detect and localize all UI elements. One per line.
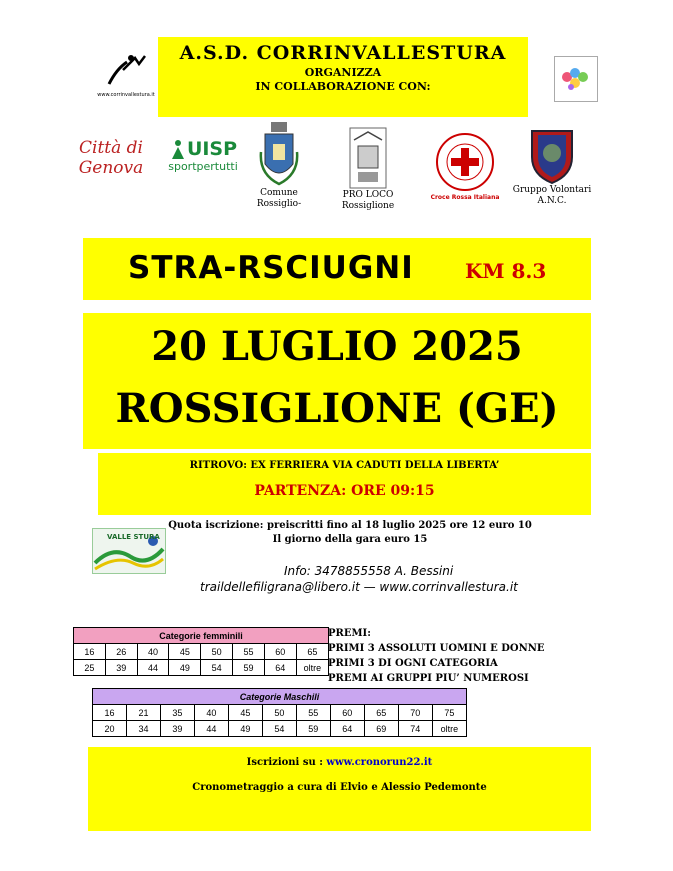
table-cell: 55 (233, 644, 265, 660)
table-cell: 49 (228, 721, 262, 737)
table-cell: 59 (296, 721, 330, 737)
proloco-caption: PRO LOCO Rossiglione (341, 190, 395, 211)
table-cell: 50 (201, 644, 233, 660)
croce-rossa-logo (424, 130, 506, 210)
organizza-label: ORGANIZZA (304, 66, 382, 79)
uisp-text: UISP (186, 138, 238, 160)
partenza-text: PARTENZA: ORE 09:15 (254, 483, 435, 499)
croce-caption: Croce Rossa Italiana (430, 194, 500, 201)
comune-logo (248, 122, 310, 218)
event-date: 20 LUGLIO 2025 (151, 323, 523, 370)
footer-box (88, 747, 591, 831)
table-cell: 39 (105, 660, 137, 676)
table-cell: 40 (194, 705, 228, 721)
table-cell: 45 (228, 705, 262, 721)
table-row (74, 660, 329, 676)
event-place: ROSSIGLIONE (GE) (115, 385, 559, 432)
table-cell: 21 (126, 705, 160, 721)
gruppo-caption: Gruppo Volontari A.N.C. (512, 185, 592, 206)
quota-line2: Il giorno della gara euro 15 (272, 534, 428, 545)
table-cell: 60 (264, 644, 296, 660)
proloco-logo (337, 126, 399, 218)
table-cell: 16 (74, 644, 106, 660)
corrinvallestura-logo (96, 52, 156, 107)
table-cell: 25 (74, 660, 106, 676)
iscrizioni-label: Iscrizioni su : (246, 757, 323, 768)
table-cell: 35 (160, 705, 194, 721)
table-cell: 54 (262, 721, 296, 737)
categorie-femminili-table (73, 627, 329, 676)
categorie-femminili-title: Categorie femminili (74, 628, 329, 644)
table-cell: 45 (169, 644, 201, 660)
quota-text (140, 519, 560, 547)
table-cell: 65 (364, 705, 398, 721)
table-cell: 59 (233, 660, 265, 676)
genova-logo (72, 130, 150, 190)
table-cell: oltre (296, 660, 328, 676)
table-cell: 39 (160, 721, 194, 737)
valle-stura-text: VALLE STURA (107, 533, 160, 541)
quota-line1: Quota iscrizione: preiscritti fino al 18 luglio 2025 ore 12 euro 10 (168, 520, 532, 531)
race-name: STRA-RSCIUGNI (128, 250, 414, 286)
premi-box (328, 626, 592, 686)
race-name-box (83, 238, 591, 300)
info-text (200, 563, 570, 595)
uisp-subtitle: sportpertutti (168, 160, 238, 173)
colorful-hands-icon (555, 57, 597, 101)
uisp-logo (164, 138, 242, 186)
table-cell: 64 (330, 721, 364, 737)
table-cell: 64 (264, 660, 296, 676)
iscrizioni-line (88, 757, 591, 768)
categorie-maschili-table (92, 688, 467, 737)
red-cross-icon (433, 130, 497, 194)
table-cell: 69 (364, 721, 398, 737)
header-box (158, 37, 528, 117)
premi-item: PREMI AI GRUPPI PIU’ NUMEROSI (328, 673, 529, 684)
genova-text: Città di Genova (78, 138, 144, 178)
table-cell: 16 (93, 705, 127, 721)
table-cell: 50 (262, 705, 296, 721)
table-cell: 34 (126, 721, 160, 737)
collaborazione-label: IN COLLABORAZIONE CON: (255, 80, 431, 93)
table-cell: 49 (169, 660, 201, 676)
table-row (74, 644, 329, 660)
proloco-icon (348, 126, 388, 190)
organizer-title: A.S.D. CORRINVALLESTURA (179, 42, 507, 64)
date-place-box (83, 313, 591, 449)
corrinvallestura-site: www.corrinvallestura.it (97, 92, 155, 98)
premi-item: PRIMI 3 DI OGNI CATEGORIA (328, 658, 498, 669)
iscrizioni-link[interactable]: www.cronorun22.it (326, 757, 433, 768)
table-cell: 55 (296, 705, 330, 721)
cronometraggio-text: Cronometraggio a cura di Elvio e Alessio Pedemonte (192, 782, 487, 793)
gruppo-volontari-logo (512, 127, 592, 223)
runner-icon (101, 52, 151, 92)
premi-item: PRIMI 3 ASSOLUTI UOMINI E DONNE (328, 643, 545, 654)
table-cell: 65 (296, 644, 328, 660)
table-cell: 70 (398, 705, 432, 721)
premi-title: PREMI: (328, 628, 371, 639)
comune-caption: Comune Rossiglio- (256, 188, 302, 209)
info-phone: Info: 3478855558 A. Bessini (284, 564, 454, 578)
table-row (93, 721, 467, 737)
table-cell: 60 (330, 705, 364, 721)
race-distance: KM 8.3 (465, 259, 547, 283)
categorie-maschili-title: Categorie Maschili (93, 689, 467, 705)
table-cell: 54 (201, 660, 233, 676)
table-cell: 74 (398, 721, 432, 737)
ritrovo-box (98, 453, 591, 515)
table-cell: 44 (137, 660, 169, 676)
community-logo (554, 56, 598, 102)
table-cell: 44 (194, 721, 228, 737)
table-cell: 75 (432, 705, 466, 721)
coat-of-arms-icon (259, 122, 299, 188)
table-cell: 26 (105, 644, 137, 660)
shield-icon (528, 127, 576, 185)
table-cell: 20 (93, 721, 127, 737)
table-cell: oltre (432, 721, 466, 737)
uisp-figure-icon (169, 139, 187, 159)
info-contacts: traildellefiligrana@libero.it — www.corrinvallestura.it (200, 580, 518, 594)
table-cell: 40 (137, 644, 169, 660)
ritrovo-text: RITROVO: EX FERRIERA VIA CADUTI DELLA LIBERTA’ (189, 460, 500, 471)
table-row (93, 705, 467, 721)
